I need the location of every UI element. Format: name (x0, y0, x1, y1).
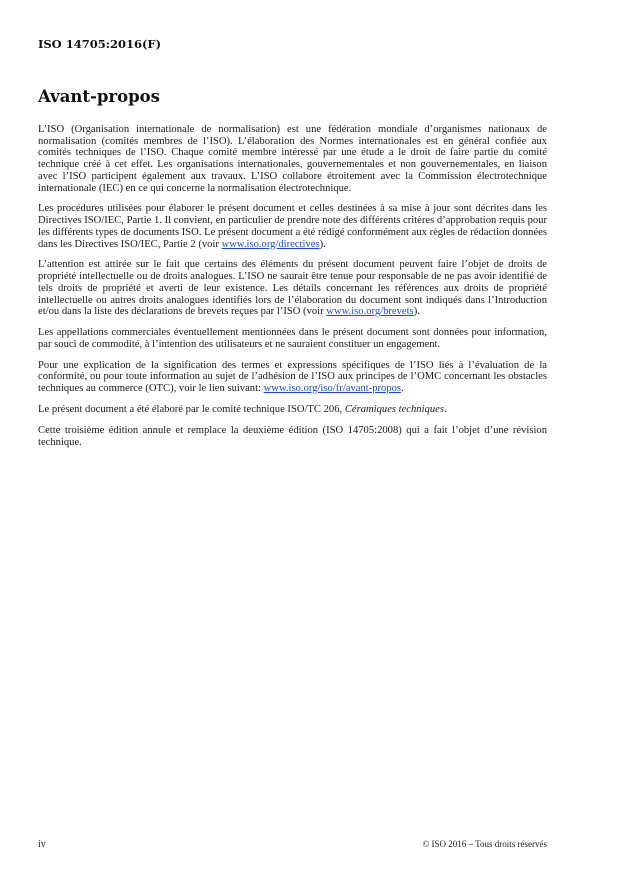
paragraph-committee (38, 404, 547, 416)
paragraph-committee-end: . (443, 404, 447, 415)
paragraph-iso-intro: L’ISO (Organisation internationale de normalisation) est une fédération mondiale d’organismes nationaux de normalisation (comités membres de l’ISO). L’élaboration des Normes internationales est en général confiée aux comités techniques de l’ISO. Chaque comité membre intéressé par une étude a le droit de faire partie du comité technique créé à cet effet. Les organisations internationales, gouvernementales et non gouvernementales, en liaison avec l’ISO participent également aux travaux. L’ISO collabore étroitement avec la Commission électrotechnique internationale (IEC) en ce qui concerne la normalisation électrotechnique. (38, 124, 547, 194)
paragraph-procedures (38, 203, 547, 250)
copyright-notice: © ISO 2016 – Tous droits réservés (422, 839, 547, 849)
document-body (38, 124, 547, 457)
patents-link[interactable]: www.iso.org/brevets (326, 306, 414, 318)
directives-link[interactable]: www.iso.org/directives (221, 238, 320, 250)
paragraph-patents (38, 259, 547, 318)
paragraph-patents-text: L’attention est attirée sur le fait que certains des éléments du présent document peuvent faire l’objet de droits de propriété intellectuelle ou de droits analogues. L’ISO ne saurait être tenue pour responsable de ne pas avoir identifié de tels droits de propriété et averti de leur existence. Les détails concernant les références aux droits de propriété intellectuelle ou autres droits analogues identifiés lors de l’élaboration du document sont indiqués dans l’Introduction et/ou dans la liste des déclarations de brevets reçues par l’ISO (voir (38, 259, 547, 318)
document-id-header: ISO 14705:2016(F) (38, 37, 162, 51)
paragraph-patents-end: ). (413, 306, 420, 318)
paragraph-procedures-end: ). (319, 238, 326, 250)
paragraph-conformity (38, 360, 547, 395)
paragraph-conformity-text: Pour une explication de la signification des termes et expressions spécifiques de l’ISO liés à l’évaluation de la conformité, ou pour toute information au sujet de l’adhésion de l’ISO aux principes de l’OMC concernant les obstacles techniques au commerce (OTC), voir le lien suivant: (38, 359, 547, 395)
committee-title: Céramiques techniques (344, 404, 444, 415)
paragraph-procedures-text: Les procédures utilisées pour élaborer le présent document et celles destinées à sa mise à jour sont décrites dans les Directives ISO/IEC, Partie 1. Il convient, en particulier de prendre note des différents critères d’approbation requis pour les différents types de documents ISO. Le présent document a été rédigé conformément aux règles de rédaction données dans les Directives ISO/IEC, Partie 2 (voir (38, 203, 547, 250)
paragraph-edition: Cette troisième édition annule et remplace la deuxième édition (ISO 14705:2008) qui a fait l’objet d’une révision technique. (38, 424, 547, 448)
paragraph-trade-names: Les appellations commerciales éventuellement mentionnées dans le présent document sont données pour information, par souci de commodité, à l’intention des utilisateurs et ne sauraient constituer un engagement. (38, 327, 547, 350)
foreword-link[interactable]: www.iso.org/iso/fr/avant-propos (263, 383, 402, 395)
page-title: Avant-propos (38, 87, 160, 106)
paragraph-committee-text: Le présent document a été élaboré par le comité technique ISO/TC 206, (38, 404, 345, 415)
page-number: iv (38, 839, 46, 850)
paragraph-conformity-end: . (401, 383, 404, 395)
